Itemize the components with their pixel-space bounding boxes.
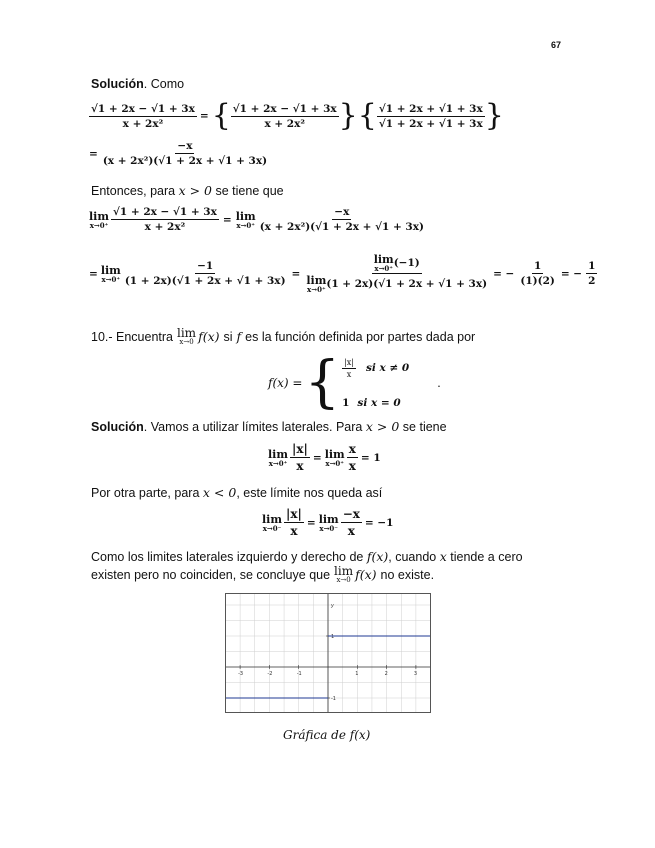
problem-si: si: [223, 329, 233, 344]
eq4-c-fraction: [518, 260, 556, 287]
piecewise-period: .: [437, 376, 441, 390]
problem-fx: f(x): [198, 329, 220, 344]
then-text: Entonces, para: [91, 184, 176, 198]
other-side-line: Por otra parte, para x < 0, este límite nos queda así: [91, 485, 383, 500]
eq3-lhs-denominator: x + 2x²: [144, 221, 186, 233]
eq1-lhs-fraction: [89, 103, 197, 130]
eq4-a-fraction: [123, 260, 288, 287]
eq3-rhs-denominator: (x + 2x²)(√1 + 2x + √1 + 3x): [259, 221, 424, 233]
eq4-limit-a: lim x→0⁺: [100, 263, 121, 284]
solution-intro-rest: . Como: [143, 77, 185, 91]
eq1-conjugate-fraction: [377, 103, 485, 130]
problem-10-statement: [91, 327, 475, 346]
y-tick-label: -1: [331, 696, 336, 702]
problem-rest: es la función definida por partes dada por: [245, 329, 476, 344]
then-line: [91, 183, 284, 198]
x-tick-label: 2: [384, 671, 388, 677]
page-number: 67: [551, 40, 562, 50]
eq4-b-denominator: lim x→0⁺ (1 + 2x)(√1 + 2x + √1 + 3x): [306, 274, 488, 294]
eq3-rhs-fraction: [258, 206, 426, 233]
eq1-rhs-fraction: [231, 103, 339, 130]
piecewise-lhs: f(x) =: [268, 376, 303, 390]
eq4-c-numerator: 1: [533, 260, 542, 272]
x-tick-label: -3: [238, 671, 244, 677]
y-tick-label: 1: [331, 634, 335, 640]
x-tick-label: -2: [267, 671, 273, 677]
eq1-rhs-numerator: √1 + 2x − √1 + 3x: [232, 102, 337, 115]
right-limit-equation: lim x→0⁺ $\frac{|x|}{x}$ = lim x→0⁺ $\frac{x}{x}$ = 1: [268, 442, 381, 473]
eq3-lhs-numerator: √1 + 2x − √1 + 3x: [113, 206, 217, 218]
x-tick-label: 1: [355, 671, 359, 677]
equation-2: = $\frac{-x}{\text{(x + 2x²)(√1 + 2x + √1 + 3x)}}$: [89, 140, 268, 167]
eq3-limit-left: lim x→0⁺: [89, 209, 109, 230]
eq3-lhs-fraction: [111, 206, 219, 233]
function-graph: [225, 593, 431, 713]
eq4-d-fraction: [586, 260, 597, 287]
conclusion-line-1: Como los limites laterales izquierdo y derecho de f(x), cuando x tiende a cero: [91, 549, 523, 564]
graph-caption: Gráfica de f(x): [283, 728, 371, 742]
solution-heading: Solución: [91, 77, 144, 91]
y-axis-label: y: [331, 603, 334, 609]
eq3-rhs-numerator: −x: [334, 206, 350, 218]
solution-intro: [91, 77, 184, 91]
eq1-lhs-denominator: x + 2x²: [122, 117, 164, 130]
eq4-c-denominator: (1)(2): [520, 275, 555, 287]
eq4-d-denominator: 2: [588, 275, 596, 287]
solution2-intro: Solución. Vamos a utilizar límites laterales. Para x > 0 se tiene: [91, 419, 447, 434]
problem-limit: lim x→0: [177, 326, 197, 346]
problem-f: f: [236, 329, 242, 344]
equation-3: lim x→0⁺ $\frac{√1 + 2x - √1 + 3x}{\text{x + 2x²}}$ = lim x→0⁺ $\frac{-x}{\text{(x + 2x²)(√1 + 2x + √1 + 3x)}}$: [89, 206, 424, 233]
eq2-fraction: [101, 140, 269, 167]
eq2-numerator: −x: [177, 140, 193, 152]
then-condition: x > 0: [178, 183, 213, 198]
conclusion-line-2: existen pero no coinciden, se concluye que lim x→0 f(x) no existe.: [91, 564, 435, 584]
equation-1: $\frac{√1 + 2x - √1 + 3x}{\text{x + 2x²}}$ = { $\frac{√1 + 2x - √1 + 3x}{\text{x + 2x²}}$ }{ $\frac{√1 + 2x + √1 + 3x}{√1 + 2x + √1 + 3x}$ }: [91, 98, 504, 133]
problem-prefix: 10.- Encuentra: [91, 329, 173, 344]
eq1-conjugate-numerator: √1 + 2x + √1 + 3x: [378, 102, 483, 115]
then-rest: se tiene que: [215, 184, 284, 198]
eq4-a-numerator: −1: [197, 260, 214, 272]
eq1-lhs-numerator: √1 + 2x − √1 + 3x: [91, 102, 195, 115]
eq3-limit-right: lim x→0⁺: [235, 209, 256, 230]
eq2-denominator: (x + 2x²)(√1 + 2x + √1 + 3x): [102, 155, 268, 167]
eq1-conjugate-denominator: √1 + 2x + √1 + 3x: [378, 117, 483, 130]
piecewise-case-2: 1 si x = 0: [342, 396, 401, 409]
eq4-d-numerator: 1: [588, 260, 596, 272]
x-tick-label: 3: [413, 671, 418, 677]
eq4-b-numerator: lim x→0⁺ (−1): [373, 253, 420, 273]
eq1-rhs-denominator: x + 2x²: [264, 117, 305, 130]
equation-4: = lim x→0⁺ $\frac{-1}{(1 + 2x)(√1 + 2x + √1 + 3x)}$ = lim x→0⁺ (−1) lim x→0⁺ (1 + 2x)(√1 + 2x + √1 + 3x) = − $\frac{1}{(1)(2)}$ = − $\frac{1}{2}$: [89, 253, 596, 294]
eq4-b-fraction: [304, 254, 489, 293]
left-limit-equation: lim x→0⁻ $\frac{|x|}{x}$ = lim x→0⁻ $\frac{-x}{x}$ = −1: [262, 507, 394, 538]
solution2-heading: Solución: [91, 420, 144, 434]
piecewise-definition: f(x) = { $\frac{|x|}{x}$ si x ≠ 0 1 si x = 0 .: [268, 350, 441, 415]
x-tick-label: -1: [296, 671, 302, 677]
piecewise-case-1: $\frac{|x|}{x}$ si x ≠ 0: [344, 357, 410, 379]
eq4-a-denominator: (1 + 2x)(√1 + 2x + √1 + 3x): [124, 275, 286, 287]
